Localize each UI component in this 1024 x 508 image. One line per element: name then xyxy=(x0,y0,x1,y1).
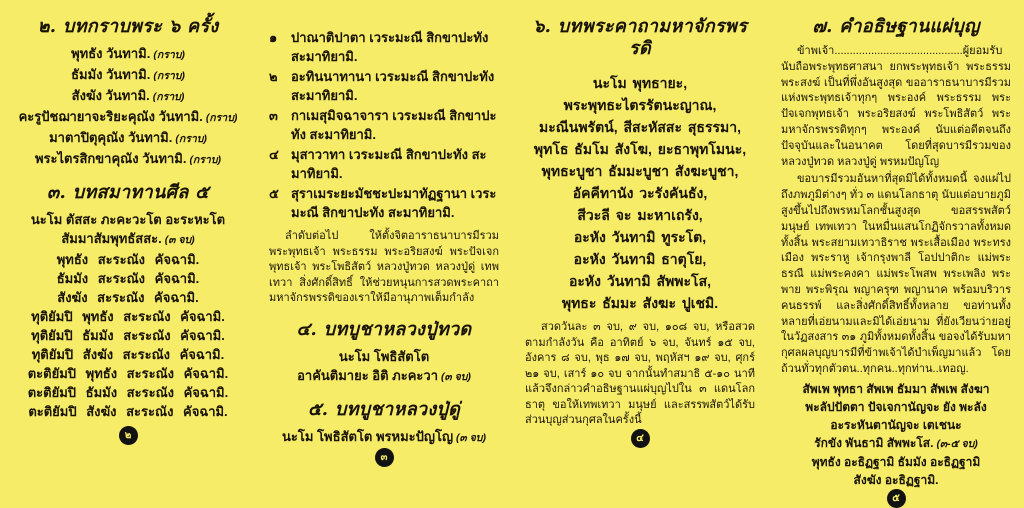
prayer-text: มาตาปิตุคุณัง วันทามิ. xyxy=(49,130,173,145)
precept-item xyxy=(269,28,499,66)
prayer-text: สัมมาสัมพุทธัสสะ. xyxy=(61,231,162,246)
prayer-text: คะรูปัชฌายาจะริยะคุณัง วันทามิ. xyxy=(18,109,203,124)
katha-line: อะหัง วันทามิ ธาตุโย, xyxy=(573,251,707,267)
bow-annotation: (กราบ) xyxy=(175,133,207,145)
precept-number: ๔ xyxy=(269,147,279,162)
precept-number: ๓ xyxy=(269,108,278,123)
katha-line: พระพุทธะไตรรัตนะญาณ, xyxy=(563,97,717,113)
prayer-text: นะโม ตัสสะ ภะคะวะโต อะระหะโต xyxy=(30,212,226,227)
prayer-text: พุทธัง วันทามิ. xyxy=(71,46,151,61)
instruction-note: ลำดับต่อไป ให้ตั้งจิตอาราธนาบารมีรวมพระพุทธเจ้า พระธรรม พระอริยสงฆ์ พระปัจเจกพุทธเจ้า พระโพธิสัตว์ หลวงปู่ทวด หลวงปู่ดู่ เทพเทวา สิ่งศักดิ์สิทธิ์ ให้ช่วยหนุนการสวดพระคาถามหาจักรพรรดิของเราให้มีอานุภาพเต็มกำลัง xyxy=(269,230,499,304)
closing-verse-line xyxy=(781,453,1011,471)
bow-line xyxy=(13,149,243,170)
prayer-text: สังฆัง วันทามิ. xyxy=(71,88,150,103)
spacer xyxy=(13,170,243,182)
section-title-dedication: ๗. คำอธิษฐานแผ่บุญ xyxy=(812,16,980,37)
panel-page-3 xyxy=(256,0,512,463)
refuge-line: สังฆัง สะระณัง คัจฉามิ. xyxy=(57,290,199,305)
prayer-text: สัพเพ พุทธา สัพเพ ธัมมา สัพเพ สังฆา xyxy=(802,381,990,396)
closing-verse-line xyxy=(781,416,1011,434)
closing-verse-line xyxy=(781,398,1011,416)
precept-item xyxy=(269,145,499,183)
refuge-line: ทุติยัมปิ พุทธัง สะระณัง คัจฉามิ. xyxy=(31,309,225,324)
refuge-line: ตะติยัมปิ ธัมมัง สะระณัง คัจฉามิ. xyxy=(27,385,229,400)
panel-page-5 xyxy=(768,0,1024,504)
prayer-text: พุทธัง อะธิฏฐามิ ธัมมัง อะธิฏฐามิ xyxy=(811,454,981,469)
bow-line xyxy=(13,128,243,149)
panel-page-4 xyxy=(512,0,768,453)
katha-line: สีวะลี จะ มะหาเถรัง, xyxy=(577,207,703,223)
spacer xyxy=(269,307,499,319)
closing-verse-line xyxy=(781,471,1011,489)
section-title-maha-chakkraphat: ๖. บทพระคาถามหาจักรพรรดิ xyxy=(532,16,748,59)
namo-line xyxy=(13,210,243,229)
closing-verse-line xyxy=(781,434,1011,453)
namo-line xyxy=(13,229,243,250)
katha-line: นะโม พุทธายะ, xyxy=(592,75,688,91)
precept-number: ๑ xyxy=(269,30,278,45)
page-number-badge: ๔ xyxy=(631,429,650,448)
prayer-text: ธัมมัง วันทามิ. xyxy=(71,67,151,82)
precept-item xyxy=(269,184,499,222)
bow-line xyxy=(13,86,243,107)
precept-text: อะทินนาทานา เวระมะณี สิกขาปะทัง สะมาทิยามิ. xyxy=(291,69,495,103)
closing-verse-line xyxy=(781,380,1011,398)
prayer-text: อาคันติมายะ อิติ ภะคะวา xyxy=(297,367,438,383)
repeat-annotation: (๓-๕ จบ) xyxy=(936,437,978,450)
bow-annotation: (กราบ) xyxy=(189,154,221,166)
precept-number: ๒ xyxy=(269,69,278,84)
panel-page-2 xyxy=(0,0,256,453)
katha-line: มะณีนพรัตน์, สีสะหัสสะ สุธรรมา, xyxy=(539,119,741,135)
bow-line xyxy=(13,44,243,65)
prayer-text: พระไตรสิกขาคุณัง วันทามิ. xyxy=(34,151,187,166)
bow-line xyxy=(13,65,243,86)
dedication-paragraph: ขอบารมีรวมอันหาที่สุดมิได้ทั้งหมดนี้ จงแผ่ไปถึงภพภูมิต่างๆ ทั่ว ๓ แดนโลกธาตุ นับแต่อบายภูมิสูงขึ้นไปถึงพรหมโลกชั้นสูงสุด ขอสรรพสัตว์ มนุษย์ เทพเทวา ในหมื่นแสนโกฏิจักรวาลทั้งหมดทั้งสิ้น พระสยามเทวาธิราช พระเสื้อเมือง พระทรงเมือง พระราหู เจ้ากรุงพาลี โอปปาติกะ แม่พระธรณี แม่พระคงคา แม่พระโพสพ พระเพลิง พระพาย พระพิรุณ พญาครุฑ พญานาค พร้อมบริวาร คนธรรพ์ และสิ่งศักดิ์สิทธิ์ทั้งหลาย ขอท่านทั้งหลายที่เอ่ยนามและมิได้เอ่ยนาม ที่ยังเวียนว่ายอยู่ในวัฏสงสาร ๓๑ ภูมิทั้งหมดทั้งสิ้น ขอจงได้รับมหากุศลผลบุญบารมีที่ข้าพเจ้าได้บำเพ็ญมาแล้ว โดยถ้วนทั่วทุกตัวตน..ทุกคน..ทุกท่าน..เทอญ. xyxy=(781,173,1011,375)
prayer-text: พะลัปปัตตา ปัจเจกานัญจะ ยัง พะลัง xyxy=(805,399,987,414)
chanting-instruction-note: สวดวันละ ๓ จบ, ๙ จบ, ๑๐๘ จบ, หรือสวดตามกำลังวัน คือ อาทิตย์ ๖ จบ, จันทร์ ๑๕ จบ, อังคาร ๘ จบ, พุธ ๑๗ จบ, พฤหัสฯ ๑๙ จบ, ศุกร์ ๒๑ จบ, เสาร์ ๑๐ จบ จากนั้นทำสมาธิ ๕-๑๐ นาที แล้วจึงกล่าวคำอธิษฐานแผ่บุญไปใน ๓ แดนโลกธาตุ ขอให้เทพเทวา มนุษย์ และสรรพสัตว์ได้รับส่วนบุญส่วนกุศลในครั้งนี้ xyxy=(525,321,755,426)
precept-text: มุสาวาทา เวระมะณี สิกขาปะทัง สะมาทิยามิ. xyxy=(291,147,487,181)
precept-item xyxy=(269,106,499,144)
refuge-line: ทุติยัมปิ สังฆัง สะระณัง คัจฉามิ. xyxy=(31,347,225,362)
katha-line: พุทโธ ธัมโม สังโฆ, ยะธาพุทโมนะ, xyxy=(533,141,747,157)
refuge-line: ตะติยัมปิ สังฆัง สะระณัง คัจฉามิ. xyxy=(28,404,228,419)
page-number-badge: ๓ xyxy=(375,448,394,467)
mantra-line xyxy=(269,366,499,387)
section-title-luang-pu-thuat: ๔. บทบูชาหลวงปู่ทวด xyxy=(296,318,472,340)
katha-line: อะหัง วันทามิ สัพพะโส, xyxy=(569,273,711,289)
spacer xyxy=(269,387,499,399)
bow-line xyxy=(13,107,243,128)
repeat-annotation: (๓ จบ) xyxy=(456,431,486,444)
precept-text: ปาณาติปาตา เวระมะณี สิกขาปะทัง สะมาทิยามิ. xyxy=(291,30,489,64)
prayer-text: รักขัง พันธามิ สัพพะโส. xyxy=(814,435,934,450)
dedication-paragraph: ข้าพเจ้า..........................................ผู้ยอมรับนับถือพระพุทธศาสนา ยกพระพุทธเจ้า พระธรรม พระสงฆ์ เป็นที่พึ่งอันสูงสุด ขออาราธนาบารมีรวมแห่งพระพุทธเจ้าทุกๆ พระองค์ พระธรรม พระปัจเจกพุทธเจ้า พระอริยสงฆ์ พระโพธิสัตว์ พระมหาจักรพรรดิทุกๆ พระองค์ นับแต่อดีตจนถึงปัจจุบันและในอนาคต โดยที่สุดบารมีรวมของหลวงปู่ทวด หลวงปู่ดู่ พรหมปัญโญ xyxy=(781,45,1011,168)
mantra-line xyxy=(269,427,499,448)
prayer-text: สังฆัง อะธิฏฐามิ. xyxy=(853,472,939,487)
precept-number: ๕ xyxy=(269,186,279,201)
refuge-line: ทุติยัมปิ ธัมมัง สะระณัง คัจฉามิ. xyxy=(31,328,225,343)
spacer xyxy=(269,16,499,28)
precept-text: กาเมสุมิจฉาจารา เวระมะณี สิกขาปะทัง สะมาทิยามิ. xyxy=(291,108,497,142)
mantra-line xyxy=(269,347,499,366)
page-number-badge: ๕ xyxy=(887,489,906,508)
refuge-line: ธัมมัง สะระณัง คัจฉามิ. xyxy=(56,271,200,286)
prayer-text: นะโม โพธิสัตโต xyxy=(338,348,430,364)
precept-text: สุราเมระยะมัชชะปะมาทัฏฐานา เวระมะณี สิกขาปะทัง สะมาทิยามิ. xyxy=(291,186,497,220)
katha-line: พุทธะบูชา ธัมมะบูชา สังฆะบูชา, xyxy=(541,163,739,179)
prayer-text: อะระหันตานัญจะ เตเชนะ xyxy=(830,417,962,432)
prayer-text: นะโม โพธิสัตโต พรหมะปัญโญ xyxy=(282,428,454,444)
page-number-badge: ๒ xyxy=(119,426,138,445)
bow-annotation: (กราบ) xyxy=(205,112,238,124)
section-title-bow-six-times: ๒. บทกราบพระ ๖ ครั้ง xyxy=(37,16,219,37)
bow-annotation: (กราบ) xyxy=(152,91,185,103)
refuge-line: ตะติยัมปิ พุทธัง สะระณัง คัจฉามิ. xyxy=(27,366,229,381)
precept-item xyxy=(269,67,499,105)
katha-line: อัคคีทานัง วะรังคันธัง, xyxy=(572,185,708,201)
bow-annotation: (กราบ) xyxy=(153,70,185,82)
repeat-annotation: (๓ จบ) xyxy=(441,370,471,383)
repeat-annotation: (๓ จบ) xyxy=(164,234,195,246)
section-title-luang-pu-du: ๕. บทบูชาหลวงปู่ดู่ xyxy=(307,398,461,420)
bow-annotation: (กราบ) xyxy=(153,49,185,61)
katha-line: พุทธะ ธัมมะ สังฆะ ปูเชมิ. xyxy=(561,295,719,311)
katha-line: อะหัง วันทามิ ทูระโต, xyxy=(573,229,707,245)
refuge-line: พุทธัง สะระณัง คัจฉามิ. xyxy=(56,252,200,267)
section-title-five-precepts: ๓. บทสมาทานศีล ๕ xyxy=(46,182,210,203)
